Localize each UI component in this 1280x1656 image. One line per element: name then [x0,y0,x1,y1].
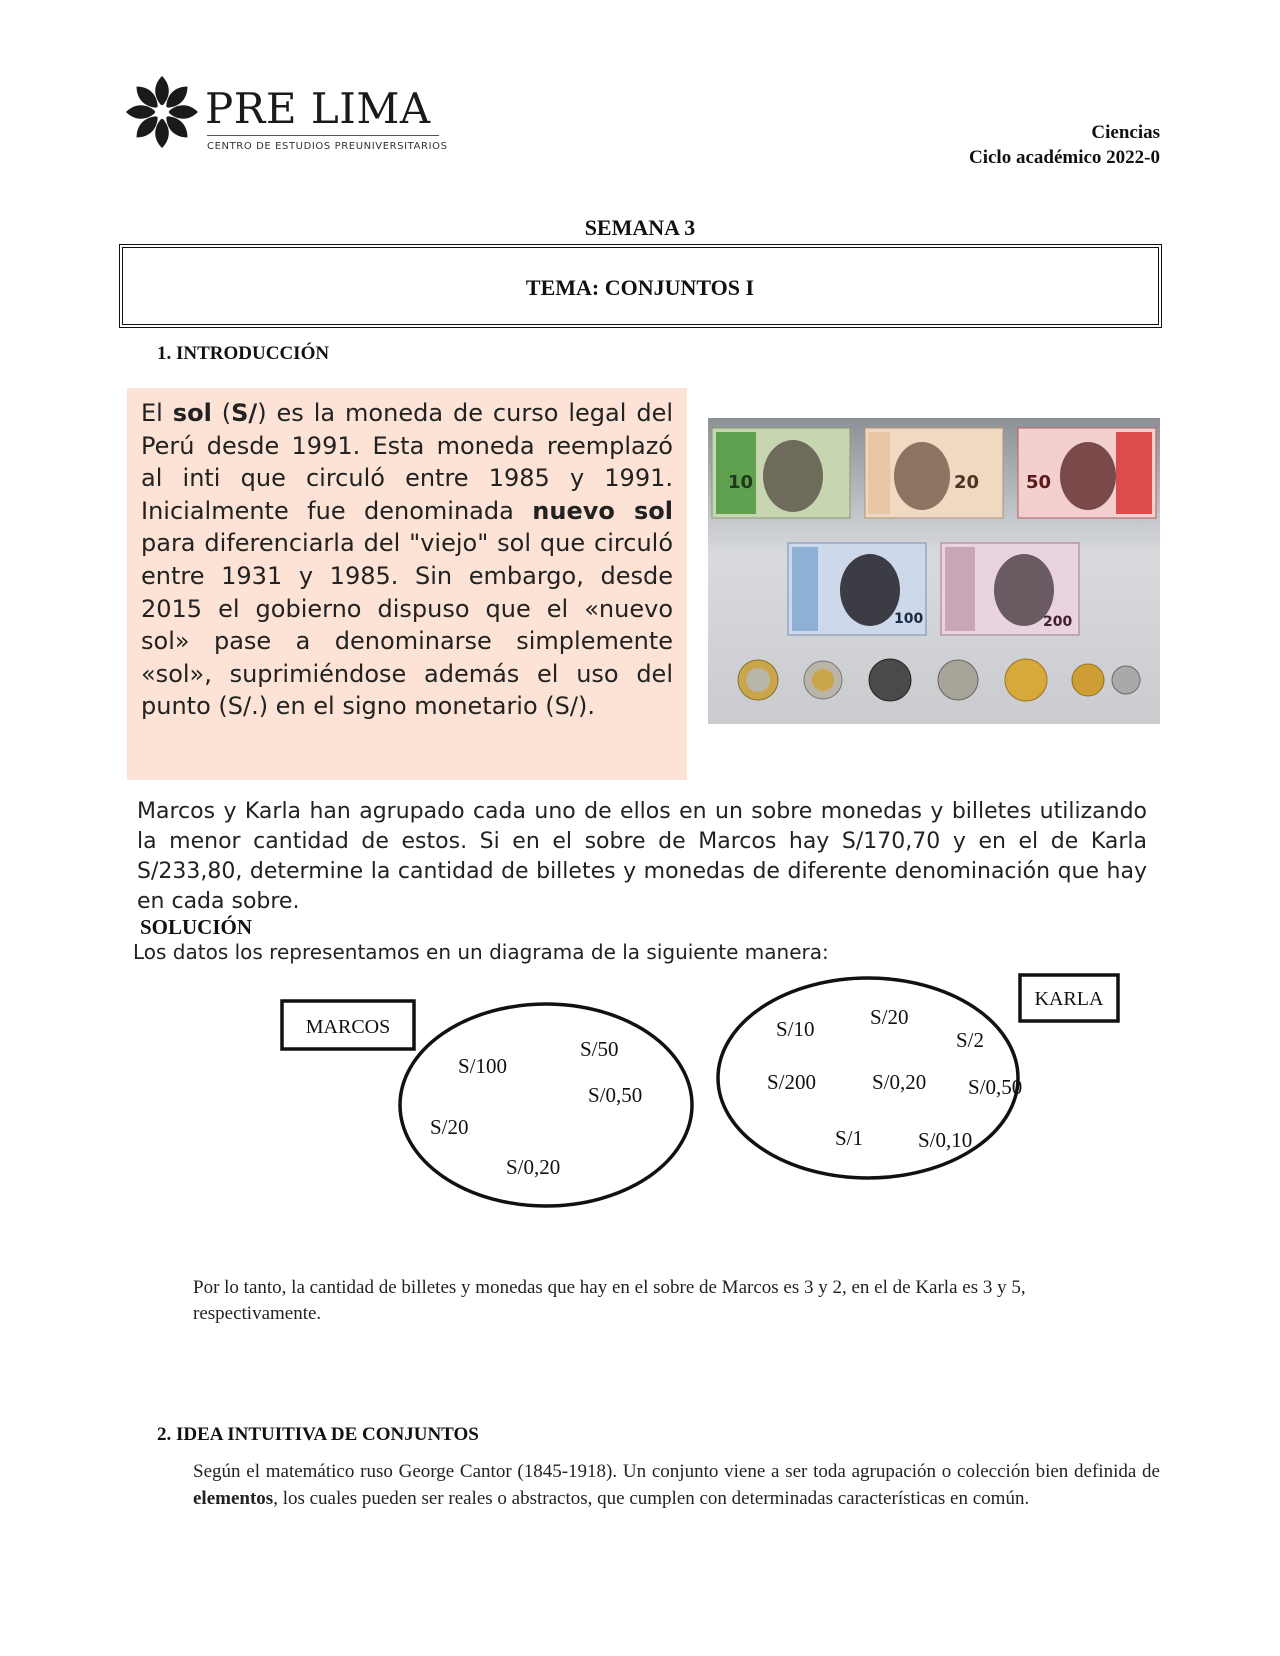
banknote-10-value: 10 [728,472,754,493]
week-title: SEMANA 3 [584,215,696,240]
intro-paragraph [141,397,673,723]
karla-item: S/0,50 [968,1075,1023,1099]
cantor-paragraph [193,1459,1160,1512]
banknote-100 [788,543,926,635]
karla-item: S/0,10 [918,1128,973,1152]
logo-subtitle: CENTRO DE ESTUDIOS PREUNIVERSITARIOS [207,141,448,152]
karla-item: S/1 [835,1126,864,1150]
intro-bold-nuevo-sol: nuevo sol [532,496,674,525]
karla-item: S/20 [870,1005,909,1029]
header-info [969,120,1160,170]
marcos-item: S/0,50 [588,1083,643,1107]
banknote-200-value: 200 [1043,614,1073,630]
intro-text-1: El [141,399,173,427]
marcos-item: S/0,20 [506,1155,561,1179]
karla-set [718,975,1118,1178]
karla-item: S/10 [776,1017,815,1041]
banknote-100-value: 100 [894,611,924,627]
solution-heading: SOLUCIÓN [140,915,253,939]
cycle-label: Ciclo académico 2022-0 [968,147,1160,168]
banknote-20 [865,428,1003,518]
marcos-label: MARCOS [305,1016,391,1038]
problem-statement: Marcos y Karla han agrupado cada uno de ellos en un sobre monedas y billetes utilizando la menor cantidad de estos. Si en el sobre de Marcos hay S/170,70 y en el de Karla S/233,80, determine la cantidad de billetes y monedas de diferente denominación que hay en cada sobre. [137,799,1147,914]
banknote-50-value: 50 [1026,472,1052,493]
cantor-text-1: Según el matemático ruso George Cantor (1845-1918). Un conjunto viene a ser toda agrupación o colección bien definida de [193,1461,1160,1482]
subject-label: Ciencias [1091,122,1160,143]
marcos-item: S/50 [580,1037,619,1061]
banknote-10 [712,428,850,518]
solution-text: Los datos los representamos en un diagrama de la siguiente manera: [133,940,829,964]
intro-bold-sol: sol [172,399,212,427]
banknote-50 [1018,428,1156,518]
banknote-200 [941,543,1079,635]
karla-item: S/0,20 [872,1070,927,1094]
topic-title: TEMA: CONJUNTOS I [525,275,755,300]
section-heading-sets: 2. IDEA INTUITIVA DE CONJUNTOS [157,1424,479,1445]
intro-text-3: ) es la moneda de curso legal del Perú desde 1991. Esta moneda reemplazó al inti que circuló entre 1985 y 1991. Inicialmente fue denominada [141,399,674,525]
intro-text-2: ( [211,399,232,427]
cantor-bold-elementos: elementos [193,1487,274,1509]
banknotes-coins-image [708,418,1160,724]
conclusion-paragraph: Por lo tanto, la cantidad de billetes y monedas que hay en el sobre de Marcos es 3 y 2, en el de Karla es 3 y 5, respectivamente. [193,1277,1026,1324]
marcos-set [282,1001,692,1206]
section-heading-intro: 1. INTRODUCCIÓN [157,343,330,364]
logo-divider [207,135,439,136]
karla-item: S/200 [767,1070,817,1094]
intro-bold-symbol: S/ [231,399,258,427]
marcos-item: S/20 [430,1115,469,1139]
venn-diagram [270,970,1130,1215]
logo-name: PRE LIMA [205,84,431,133]
cantor-text-2: , los cuales pueden ser reales o abstractos, que cumplen con determinadas características en común. [273,1487,1030,1509]
marcos-item: S/100 [458,1054,508,1078]
karla-item: S/2 [956,1028,985,1052]
karla-label: KARLA [1034,988,1104,1010]
intro-text-4: para diferenciarla del "viejo" sol que circuló entre 1931 y 1985. Sin embargo, desde 2015 el gobierno dispuso que el «nuevo sol» pase a denominarse simplemente «sol», suprimiéndose además el uso del punto (S/.) en el signo monetario (S/). [141,529,673,721]
banknote-20-value: 20 [954,472,980,493]
